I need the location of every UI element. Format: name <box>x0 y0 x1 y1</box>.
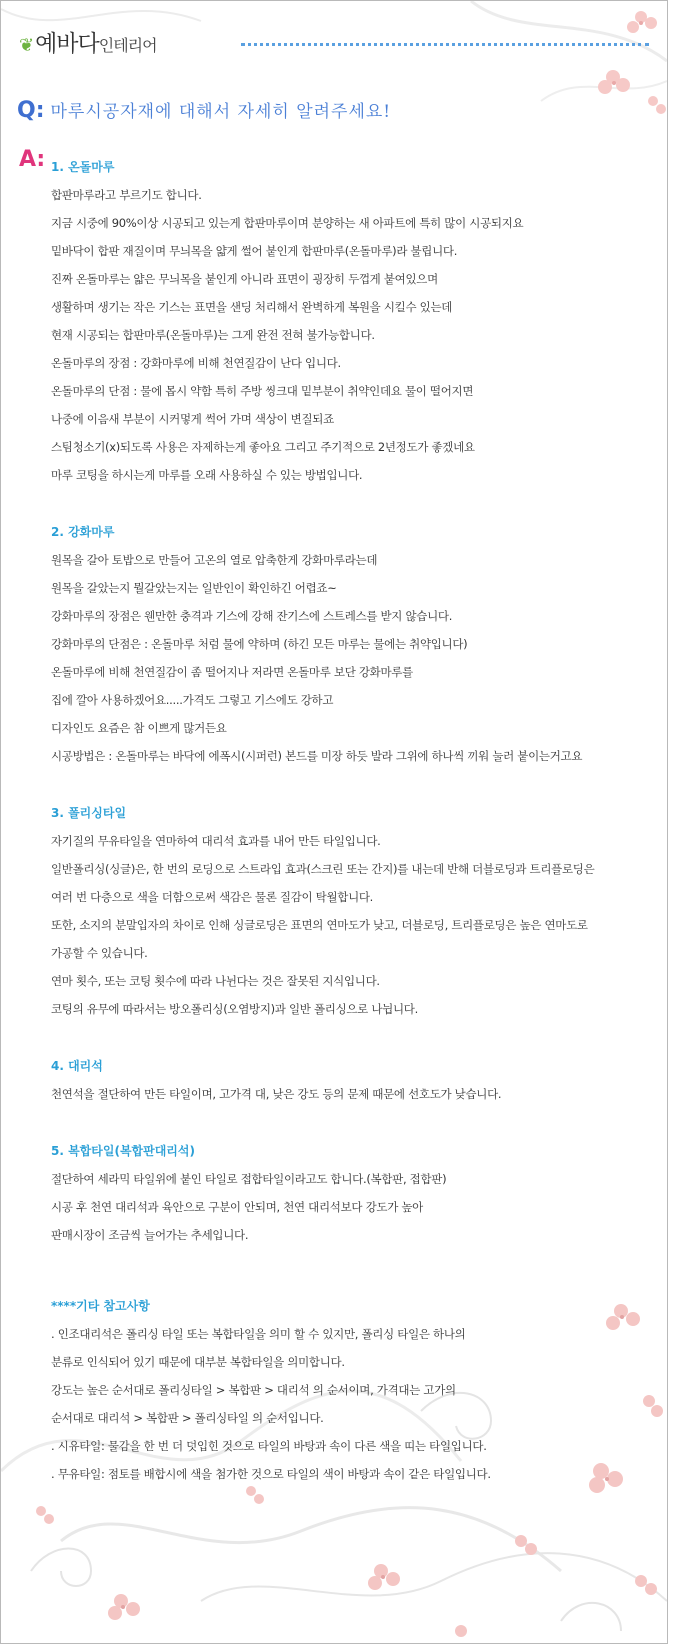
leaf-icon: ❦ <box>19 35 34 56</box>
logo <box>19 25 157 58</box>
text-line: 절단하여 세라믹 타일위에 붙인 타일로 접합타일이라고도 합니다.(복합판, 접합판) <box>51 1172 447 1186</box>
text-line: 진짜 온돌마루는 얇은 무늬목을 붙인게 아니라 표면이 굉장히 두껍게 붙여있으며 <box>51 272 438 286</box>
text-line: 원목을 갈아 토밥으로 만들어 고온의 열로 압축한게 강화마루라는데 <box>51 553 378 567</box>
text-line: . 무유타일: 점토를 배합시에 색을 첨가한 것으로 타일의 색이 바탕과 속이 같은 타일입니다. <box>51 1467 491 1481</box>
text-line: 지금 시중에 90%이상 시공되고 있는게 합판마루이며 분양하는 새 아파트에 특히 많이 시공되지요 <box>51 216 524 230</box>
text-line: 시공방법은 : 온돌마루는 바닥에 에폭시(시퍼런) 본드를 미장 하듯 발라 그위에 하나씩 끼워 눌러 붙이는거고요 <box>51 749 583 763</box>
section-title: 3. 폴리싱타일 <box>51 806 127 820</box>
text-line: 온돌마루의 장점 : 강화마루에 비해 천연질감이 난다 입니다. <box>51 356 341 370</box>
text-line: 디자인도 요즘은 참 이쁘게 많거든요 <box>51 721 227 735</box>
header <box>19 25 649 65</box>
text-line: 강화마루의 단점은 : 온돌마루 처럼 물에 약하며 (하긴 모든 마루는 물에는 취약입니다) <box>51 637 468 651</box>
text-line: 또한, 소지의 분말입자의 차이로 인해 싱글로딩은 표면의 연마도가 낮고, 더블로딩, 트리플로딩은 높은 연마도로 <box>51 918 588 932</box>
text-line: 천연석을 절단하여 만든 타일이며, 고가격 대, 낮은 강도 등의 문제 때문에 선호도가 낮습니다. <box>51 1087 502 1101</box>
section-title: 2. 강화마루 <box>51 525 115 539</box>
section-title: 4. 대리석 <box>51 1059 103 1073</box>
section-composite-tile <box>51 1137 661 1249</box>
text-line: 가공할 수 있습니다. <box>51 946 148 960</box>
section-marble <box>51 1052 661 1108</box>
logo-sub: 인테리어 <box>98 36 157 55</box>
logo-main: 예바다 <box>35 31 99 57</box>
question-mark: Q: <box>17 98 45 123</box>
text-line: 강도는 높은 순서대로 폴리싱타일 > 복합판 > 대리석 의 순서이며, 가격대는 고가의 <box>51 1383 456 1397</box>
question-line <box>17 97 657 125</box>
text-line: 온돌마루의 단점 : 물에 몹시 약함 특히 주방 씽크대 밑부분이 취약인데요 물이 떨어지면 <box>51 384 474 398</box>
text-line: 현재 시공되는 합판마루(온돌마루)는 그게 완전 전혀 불가능합니다. <box>51 328 375 342</box>
text-line: 분류로 인식되어 있기 때문에 대부분 복합타일을 의미합니다. <box>51 1355 345 1369</box>
text-line: 나중에 이음새 부분이 시커멓게 썩어 가며 색상이 변질되죠 <box>51 412 334 426</box>
section-title: 1. 온돌마루 <box>51 160 115 174</box>
section-title: ****기타 참고사항 <box>51 1299 150 1313</box>
text-line: 원목을 갈았는지 뭘갈았는지는 일반인이 확인하긴 어렵죠~ <box>51 581 337 595</box>
text-line: 코팅의 유무에 따라서는 방오폴리싱(오염방지)과 일반 폴리싱으로 나뉩니다. <box>51 1002 418 1016</box>
text-line: 자기질의 무유타일을 연마하여 대리석 효과를 내어 만든 타일입니다. <box>51 834 381 848</box>
text-line: 연마 횟수, 또는 코팅 횟수에 따라 나뉜다는 것은 잘못된 지식입니다. <box>51 974 380 988</box>
text-line: 합판마루라고 부르기도 합니다. <box>51 188 202 202</box>
text-line: . 인조대리석은 폴리싱 타일 또는 복합타일을 의미 할 수 있지만, 폴리싱 타일은 하나의 <box>51 1327 466 1341</box>
answer-content <box>51 153 661 1488</box>
text-line: 마루 코팅을 하시는게 마루를 오래 사용하실 수 있는 방법입니다. <box>51 468 363 482</box>
text-line: 집에 깔아 사용하겠어요.....가격도 그렇고 기스에도 강하고 <box>51 693 334 707</box>
text-line: 일반폴리싱(싱글)은, 한 번의 로딩으로 스트라입 효과(스크린 또는 간지)를 내는데 반해 더블로딩과 트리플로딩은 <box>51 862 595 876</box>
dotted-divider <box>241 43 649 46</box>
text-line: 생활하며 생기는 작은 기스는 표면을 샌딩 처리해서 완벽하게 복원을 시킬수 있는데 <box>51 300 453 314</box>
question-text: 마루시공자재에 대해서 자세히 알려주세요! <box>50 102 392 122</box>
section-other-notes <box>51 1292 661 1488</box>
section-ondol-floor <box>51 153 661 489</box>
section-laminate-floor <box>51 518 661 770</box>
text-line: 온돌마루에 비해 천연질감이 좀 떨어지나 저라면 온돌마루 보단 강화마루를 <box>51 665 413 679</box>
text-line: 여러 번 다층으로 색을 더함으로써 색감은 물론 질감이 탁월합니다. <box>51 890 374 904</box>
text-line: 강화마루의 장점은 웬만한 충격과 기스에 강해 잔기스에 스트레스를 받지 않습니다. <box>51 609 453 623</box>
section-polishing-tile <box>51 799 661 1023</box>
answer-mark: A: <box>19 147 46 172</box>
text-line: 판매시장이 조금씩 늘어가는 추세입니다. <box>51 1228 249 1242</box>
section-title: 5. 복합타일(복합판대리석) <box>51 1144 195 1158</box>
text-line: 순서대로 대리석 > 복합판 > 폴리싱타일 의 순서입니다. <box>51 1411 324 1425</box>
text-line: 스팀청소기(x)되도록 사용은 자제하는게 좋아요 그리고 주기적으로 2년정도가 좋겠네요 <box>51 440 475 454</box>
text-line: 시공 후 천연 대리석과 육안으로 구분이 안되며, 천연 대리석보다 강도가 높아 <box>51 1200 423 1214</box>
text-line: 밑바닥이 합판 재질이며 무늬목을 얇게 썰어 붙인게 합판마루(온돌마루)라 불립니다. <box>51 244 458 258</box>
text-line: . 시유타일: 물감을 한 번 더 덧입힌 것으로 타일의 바탕과 속이 다른 색을 띠는 타일입니다. <box>51 1439 487 1453</box>
